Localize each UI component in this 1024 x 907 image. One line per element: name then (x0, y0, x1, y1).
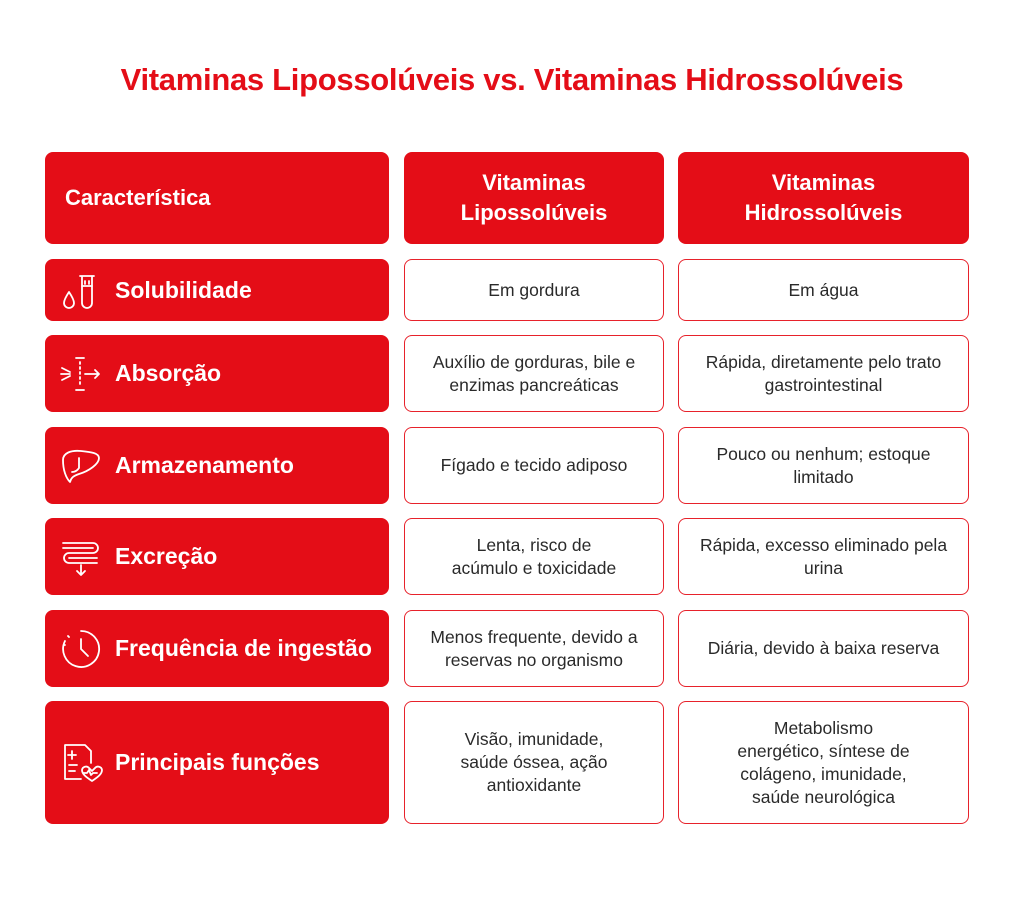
header-feature-label: Característica (65, 185, 211, 210)
header-feature (45, 152, 389, 244)
cell-text: Rápida, diretamente pelo trato gastrointestinal (705, 351, 942, 395)
page-title: Vitaminas Lipossolúveis vs. Vitaminas Hidrossolúveis (120, 62, 904, 97)
header-fat-soluble-label: Vitaminas Lipossolúveis (460, 170, 608, 225)
cell-text: Em gordura (488, 279, 580, 300)
cell-text: Metabolismo energético, síntese de colágeno, imunidade, saúde neurológica (737, 717, 910, 807)
header-water-soluble (678, 152, 969, 244)
cell-water-storage (678, 427, 969, 504)
cell-water-frequency (678, 610, 969, 687)
cell-fat-frequency (404, 610, 664, 687)
cell-water-absorption (678, 335, 969, 412)
cell-water-excretion (678, 518, 969, 595)
row-label-text: Excreção (115, 543, 218, 569)
row-label-functions (45, 701, 389, 824)
cell-text: Visão, imunidade, saúde óssea, ação antioxidante (460, 729, 608, 795)
intestine-arrow-icon (59, 535, 103, 579)
cell-text: Menos frequente, devido a reservas no organismo (430, 626, 638, 670)
row-label-solubility (45, 259, 389, 321)
liver-icon (59, 444, 103, 488)
cell-water-solubility (678, 259, 969, 321)
header-water-soluble-label: Vitaminas Hidrossolúveis (744, 170, 903, 225)
cell-fat-functions (404, 701, 664, 824)
cell-text: Lenta, risco de acúmulo e toxicidade (451, 534, 617, 578)
row-label-text: Armazenamento (115, 452, 294, 478)
cell-text: Diária, devido à baixa reserva (707, 638, 940, 658)
absorption-arrows-icon (59, 352, 103, 396)
cell-fat-excretion (404, 518, 664, 595)
row-label-text: Solubilidade (115, 276, 252, 303)
cell-text: Fígado e tecido adiposo (440, 455, 628, 475)
row-label-excretion (45, 518, 389, 595)
cell-text: Em água (788, 279, 859, 300)
cell-fat-solubility (404, 259, 664, 321)
cell-text: Auxílio de gorduras, bile e enzimas pancreáticas (432, 351, 636, 395)
row-label-text: Principais funções (115, 749, 320, 775)
header-fat-soluble (404, 152, 664, 244)
health-clipboard-icon (59, 741, 103, 785)
cell-water-functions (678, 701, 969, 824)
row-label-text: Absorção (115, 360, 222, 386)
row-label-text: Frequência de ingestão (115, 635, 372, 661)
cell-fat-absorption (404, 335, 664, 412)
cell-text: Rápida, excesso eliminado pela urina (699, 534, 948, 578)
row-label-absorption (45, 335, 389, 412)
droplet-test-tube-icon (59, 268, 103, 312)
row-label-frequency (45, 610, 389, 687)
clock-icon (59, 627, 103, 671)
row-label-storage (45, 427, 389, 504)
cell-fat-storage (404, 427, 664, 504)
cell-text: Pouco ou nenhum; estoque limitado (716, 443, 931, 487)
